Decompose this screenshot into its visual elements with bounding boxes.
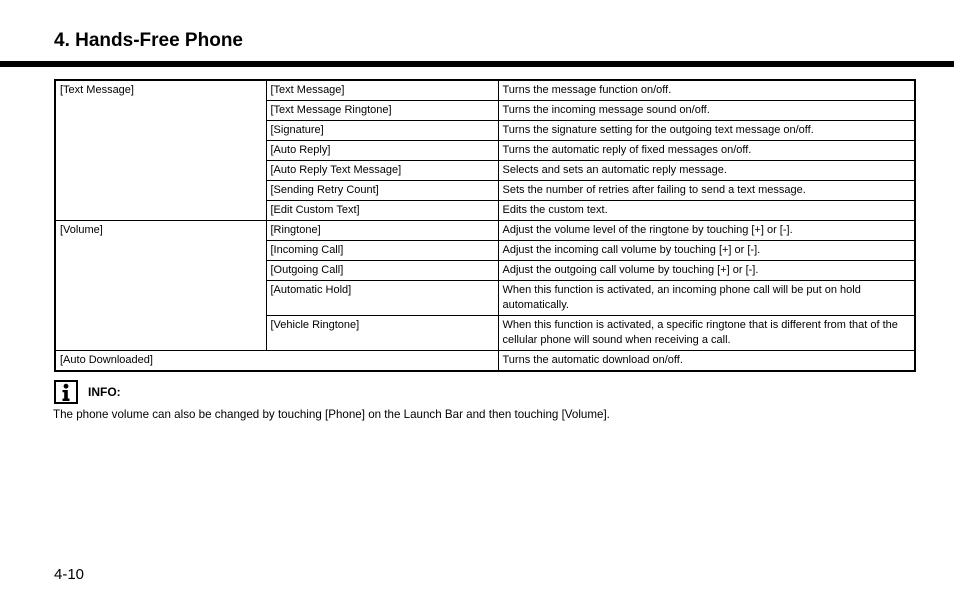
description-cell: Adjust the outgoing call volume by touching [+] or [-]. xyxy=(498,261,915,281)
setting-cell: [Text Message] xyxy=(266,80,498,101)
description-cell: Edits the custom text. xyxy=(498,201,915,221)
description-cell: Turns the automatic download on/off. xyxy=(498,351,915,372)
description-cell: Turns the incoming message sound on/off. xyxy=(498,101,915,121)
setting-cell: [Text Message Ringtone] xyxy=(266,101,498,121)
item-cell: [Volume] xyxy=(55,221,266,351)
info-block xyxy=(54,380,121,404)
description-cell: Turns the signature setting for the outgoing text message on/off. xyxy=(498,121,915,141)
info-icon xyxy=(54,380,78,404)
description-cell: Selects and sets an automatic reply message. xyxy=(498,161,915,181)
info-text: The phone volume can also be changed by touching [Phone] on the Launch Bar and then touching [Volume]. xyxy=(53,408,610,421)
description-cell: Turns the message function on/off. xyxy=(498,80,915,101)
page-title: 4. Hands-Free Phone xyxy=(54,30,243,51)
info-label: INFO: xyxy=(88,385,121,399)
setting-cell: [Incoming Call] xyxy=(266,241,498,261)
description-cell: Adjust the incoming call volume by touching [+] or [-]. xyxy=(498,241,915,261)
setting-cell: [Ringtone] xyxy=(266,221,498,241)
settings-table xyxy=(54,79,916,372)
setting-cell: [Auto Reply Text Message] xyxy=(266,161,498,181)
page-number: 4-10 xyxy=(54,566,85,583)
description-cell: Sets the number of retries after failing to send a text message. xyxy=(498,181,915,201)
setting-cell: [Signature] xyxy=(266,121,498,141)
description-cell: Turns the automatic reply of fixed messages on/off. xyxy=(498,141,915,161)
setting-cell: [Edit Custom Text] xyxy=(266,201,498,221)
setting-cell: [Automatic Hold] xyxy=(266,281,498,316)
setting-cell: [Sending Retry Count] xyxy=(266,181,498,201)
setting-cell: [Outgoing Call] xyxy=(266,261,498,281)
description-cell: Adjust the volume level of the ringtone by touching [+] or [-]. xyxy=(498,221,915,241)
title-divider xyxy=(0,61,954,67)
table-row xyxy=(55,221,915,241)
item-cell: [Text Message] xyxy=(55,80,266,221)
item-cell: [Auto Downloaded] xyxy=(55,351,498,372)
table-row xyxy=(55,80,915,101)
setting-cell: [Vehicle Ringtone] xyxy=(266,316,498,351)
table-row xyxy=(55,351,915,372)
description-cell: When this function is activated, a specific ringtone that is different from that of the cellular phone will sound when receiving a call. xyxy=(498,316,915,351)
setting-cell: [Auto Reply] xyxy=(266,141,498,161)
description-cell: When this function is activated, an incoming phone call will be put on hold automatically. xyxy=(498,281,915,316)
